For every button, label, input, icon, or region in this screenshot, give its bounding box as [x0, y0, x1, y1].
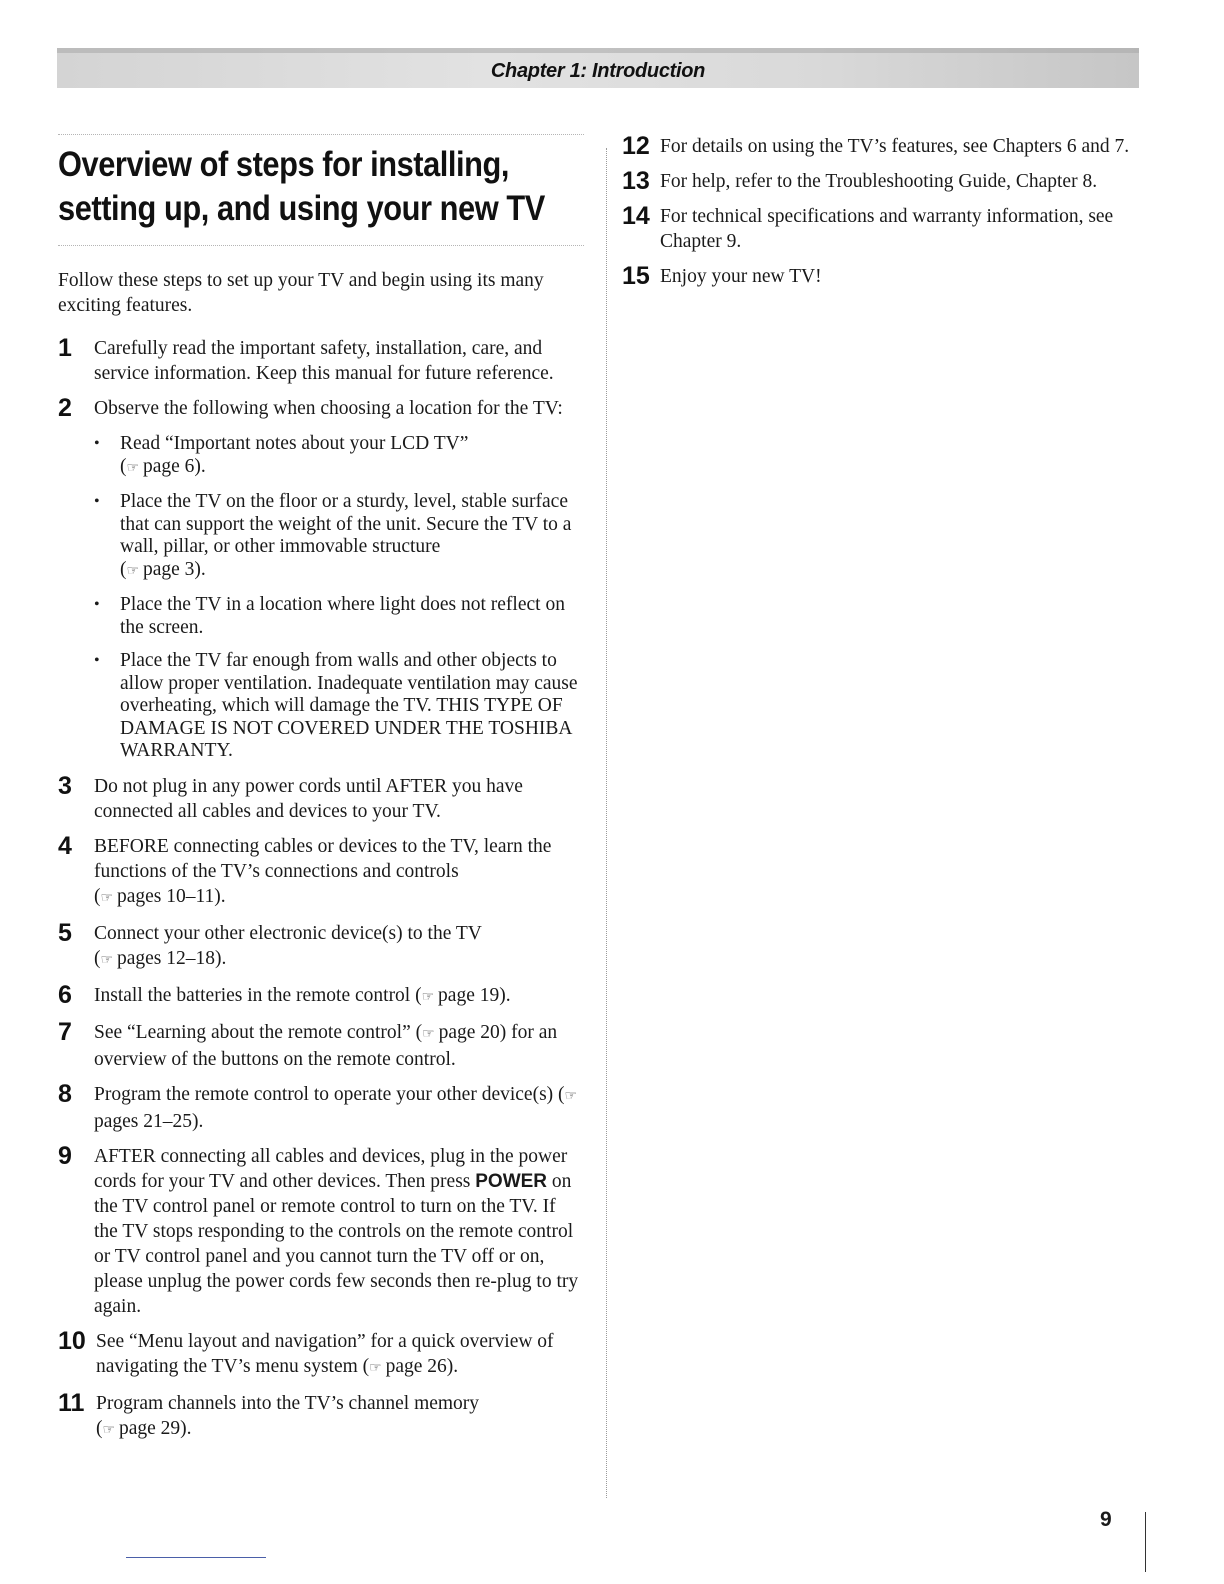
chapter-title: Chapter 1: Introduction — [490, 60, 706, 82]
step-10 — [58, 1326, 584, 1381]
step-number: 9 — [58, 1141, 72, 1170]
bullet-dot-icon: • — [94, 435, 100, 452]
step-text: For details on using the TV’s features, see Chapters 6 and 7. — [660, 136, 1130, 157]
step-text-container: See “Learning about the remote control” (☞ page 20) for an overview of the buttons on the remote control. — [94, 1021, 558, 1070]
bullet-item: • Place the TV on the floor or a sturdy, level, stable surface that can support the weight of the unit. Secure the TV to a wall, pillar, or other immovable structure (☞ page 3). — [94, 491, 572, 580]
step-2 — [58, 396, 584, 421]
bullet-text: Place the TV in a location where light does not reflect on the screen. — [120, 594, 565, 638]
step-3 — [58, 771, 584, 824]
location-bullet-list — [58, 433, 584, 763]
step-13 — [622, 169, 1142, 194]
step-text: See “Menu layout and navigation” for a quick overview of navigating the TV’s menu system — [96, 1330, 554, 1377]
step-number: 4 — [58, 831, 72, 860]
footer-rule — [126, 1557, 266, 1558]
step-number: 2 — [58, 394, 72, 422]
page-reference: pages 10–11). — [116, 885, 226, 907]
power-key-label: POWER — [475, 1170, 548, 1192]
bullet-text: Place the TV far enough from walls and other objects to allow proper ventilation. Inadequate ventilation may cause overheating, which will damage the TV. THIS TYPE OF DAMAGE IS NOT COVERED UNDER THE TOSHIBA WARRANTY. — [120, 650, 578, 761]
title-top-rule — [58, 134, 584, 135]
step-text: Connect your other electronic device(s) to the TV — [94, 922, 482, 944]
step-text-container — [94, 1144, 584, 1319]
step-text-container: Install the batteries in the remote control (☞ page 19). — [94, 984, 511, 1006]
step-11 — [58, 1388, 584, 1443]
page-reference: page 6). — [142, 455, 206, 477]
step-text: Program the remote control to operate your other device(s) — [94, 1083, 554, 1105]
step-15 — [622, 264, 1142, 289]
step-9 — [58, 1141, 584, 1319]
step-text: Carefully read the important safety, installation, care, and service information. Keep this manual for future reference. — [94, 338, 554, 384]
page-reference-icon: ☞ — [421, 989, 434, 1005]
page-reference-icon: ☞ — [369, 1360, 381, 1376]
step-text: See “Learning about the remote control” — [94, 1021, 411, 1043]
page-reference: page 29). — [118, 1417, 192, 1439]
page-reference: page 20) — [438, 1021, 507, 1043]
step-text-container: BEFORE connecting cables or devices to the TV, learn the functions of the TV’s connections and controls (☞ pages 10–11). — [94, 835, 552, 907]
step-number: 11 — [58, 1388, 85, 1417]
step-text: Program channels into the TV’s channel memory — [96, 1392, 480, 1414]
step-text: Do not plug in any power cords until AFTER you have connected all cables and devices to your TV. — [94, 775, 523, 822]
step-4 — [58, 831, 584, 911]
step-text-container: See “Menu layout and navigation” for a quick overview of navigating the TV’s menu system (☞ page 26). — [96, 1330, 554, 1377]
step-text: Enjoy your new TV! — [660, 266, 822, 287]
left-column — [58, 134, 584, 1453]
page-reference-icon: ☞ — [126, 563, 139, 579]
step-8 — [58, 1079, 584, 1134]
step-text-container: Connect your other electronic device(s) to the TV (☞ pages 12–18). — [94, 922, 482, 969]
step-number: 5 — [58, 918, 72, 947]
step-number: 13 — [622, 167, 650, 195]
step-number: 7 — [58, 1017, 72, 1046]
page-number: 9 — [1100, 1508, 1112, 1531]
page-reference-icon: ☞ — [422, 1026, 434, 1042]
page-title: Overview of steps for installing, setting up, and using your new TV — [58, 145, 545, 228]
chapter-header-bar — [57, 48, 1139, 88]
step-number: 1 — [58, 334, 72, 362]
step-6 — [58, 980, 584, 1010]
bullet-item: • Read “Important notes about your LCD TV” (☞ page 6). — [94, 433, 469, 477]
step-number: 14 — [622, 202, 650, 230]
step-number: 15 — [622, 262, 650, 290]
step-text: For technical specifications and warranty information, see Chapter 9. — [660, 206, 1114, 252]
bullet-dot-icon: • — [94, 493, 100, 510]
step-5 — [58, 918, 584, 973]
title-bottom-rule — [58, 245, 584, 246]
page-reference: pages 21–25). — [94, 1110, 204, 1132]
step-7 — [58, 1017, 584, 1072]
step-text: AFTER connecting all cables and devices, plug in the power cords for your TV and other devices. Then press — [94, 1145, 568, 1192]
step-text: Observe the following when choosing a location for the TV: — [94, 398, 563, 419]
page-reference-icon: ☞ — [100, 952, 113, 968]
step-text-container: Program channels into the TV’s channel memory (☞ page 29). — [96, 1392, 480, 1439]
step-12 — [622, 134, 1142, 159]
page-reference-icon: ☞ — [564, 1088, 577, 1104]
step-text: Install the batteries in the remote control — [94, 984, 411, 1006]
step-number: 3 — [58, 771, 72, 800]
step-text-continued: on the TV control panel or remote control to turn on the TV. If the TV stops responding to the controls on the remote control or TV control panel and you cannot turn the TV off or on, please unplug the power cords few seconds then re-plug to try again. — [94, 1170, 579, 1317]
bullet-dot-icon: • — [94, 596, 100, 613]
page-reference: page 19). — [438, 984, 511, 1006]
bullet-text: Read “Important notes about your LCD TV” — [120, 433, 469, 454]
step-number: 6 — [58, 980, 72, 1009]
step-text-container: Program the remote control to operate your other device(s) (☞ pages 21–25). — [94, 1083, 577, 1132]
right-column — [622, 134, 1142, 299]
page-reference: page 3). — [142, 558, 206, 580]
step-1 — [58, 336, 584, 386]
page-reference-icon: ☞ — [100, 890, 113, 906]
column-divider — [606, 148, 607, 1498]
bullet-item — [94, 594, 584, 639]
step-number: 10 — [58, 1326, 86, 1355]
step-text-continued: for an overview of the buttons on the remote control. — [94, 1021, 558, 1070]
page-reference-icon: ☞ — [126, 460, 139, 476]
page-reference-icon: ☞ — [102, 1422, 115, 1438]
page-edge-rule — [1145, 1512, 1146, 1572]
intro-paragraph: Follow these steps to set up your TV and begin using its many exciting features. — [58, 270, 544, 316]
step-text: For help, refer to the Troubleshooting Guide, Chapter 8. — [660, 171, 1098, 192]
bullet-text: Place the TV on the floor or a sturdy, level, stable surface that can support the weight of the unit. Secure the TV to a wall, pillar, or other immovable structure — [120, 491, 572, 557]
step-text: BEFORE connecting cables or devices to the TV, learn the functions of the TV’s connections and controls — [94, 835, 552, 882]
bullet-item — [94, 650, 584, 763]
step-14 — [622, 204, 1142, 254]
step-number: 12 — [622, 132, 650, 160]
page-reference: pages 12–18). — [116, 947, 227, 969]
bullet-dot-icon: • — [94, 652, 100, 669]
page-reference: page 26). — [385, 1355, 459, 1377]
step-number: 8 — [58, 1079, 72, 1108]
